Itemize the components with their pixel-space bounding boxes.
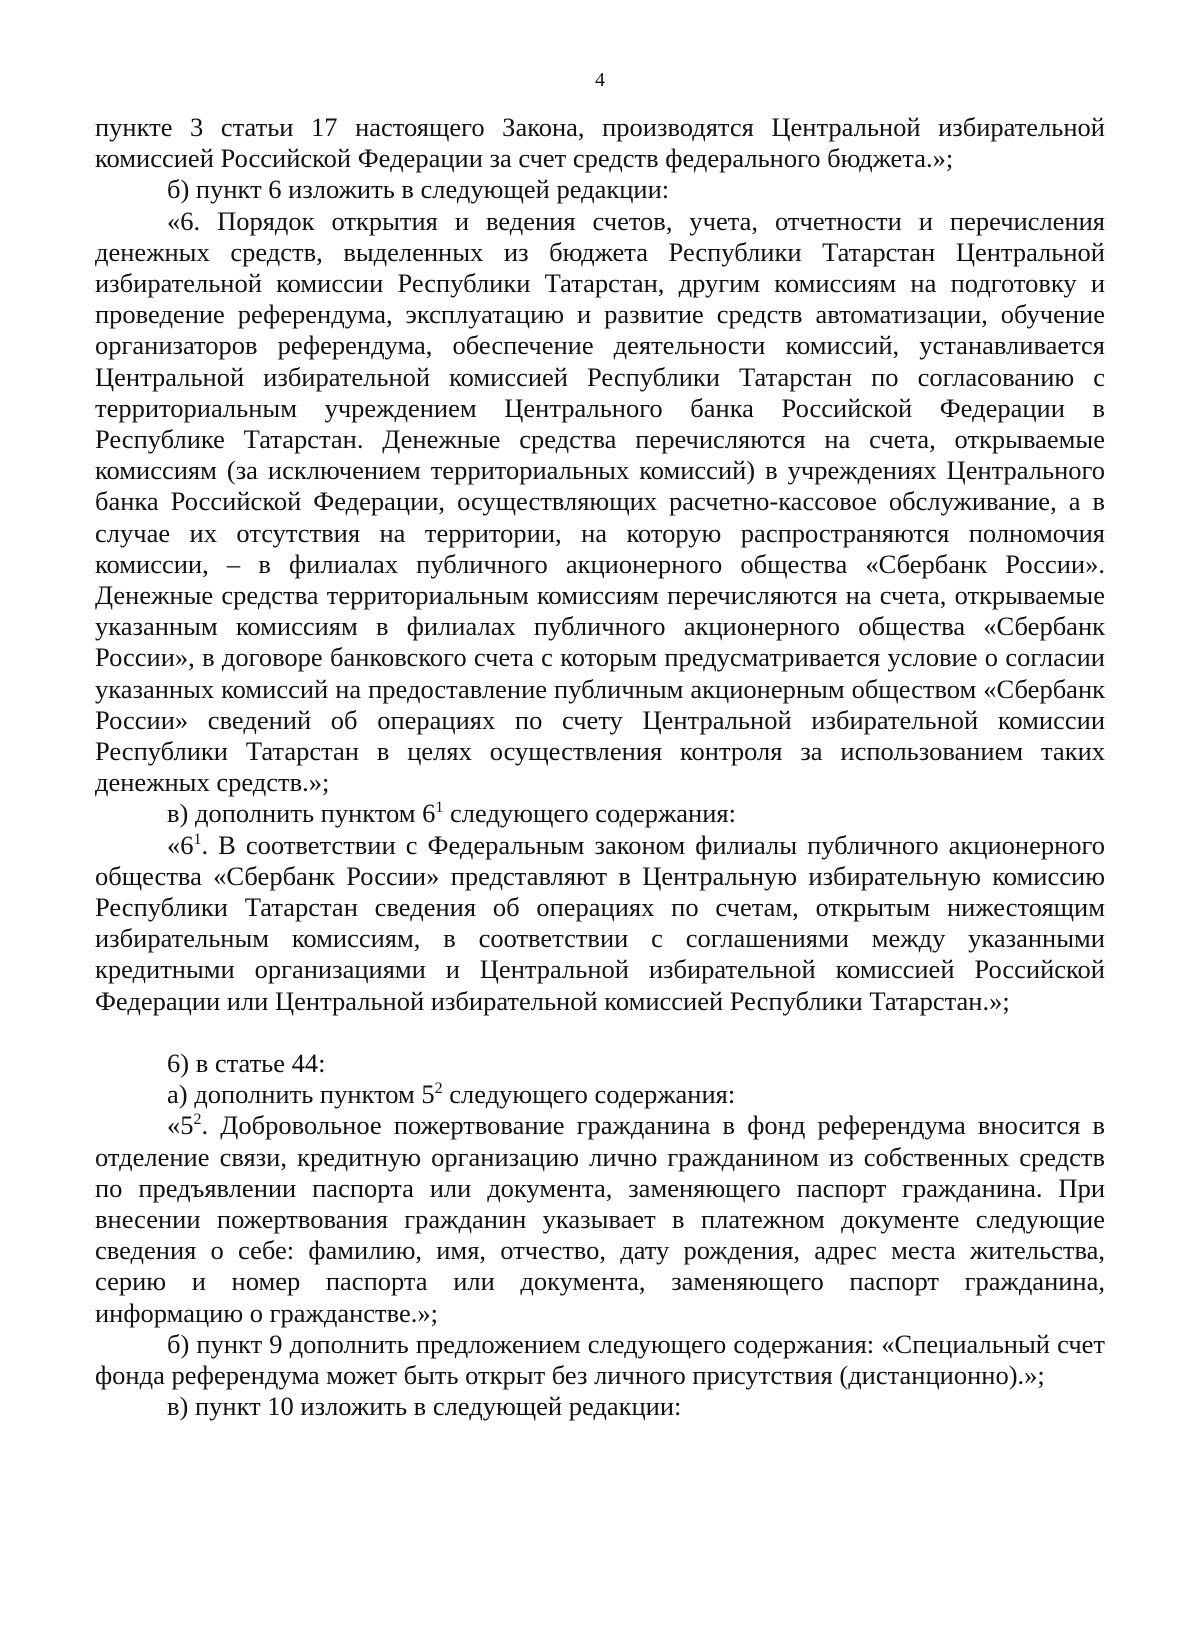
superscript: 2 [193, 1111, 202, 1129]
paragraph-item-v-point-6-1 [95, 798, 1105, 829]
paragraph-item-b-point-6: б) пункт 6 изложить в следующей редакции: [167, 174, 670, 205]
superscript: 2 [434, 1080, 443, 1098]
text-fragment: «5 [167, 1110, 194, 1141]
text-fragment: следующего содержания: [442, 1079, 736, 1110]
superscript: 1 [193, 830, 202, 848]
paragraph-item-b-point-9: б) пункт 9 дополнить предложением следующего содержания: «Специальный счет фонда референдума может быть открыт без личного присутствия (дистанционно).»; [95, 1328, 1105, 1390]
paragraph-item-a-point-5-2 [95, 1079, 1105, 1110]
document-body [95, 112, 1105, 1422]
text-fragment: следующего содержания: [443, 798, 736, 829]
superscript: 1 [435, 799, 444, 817]
paragraph-quote-point-5-2 [95, 1110, 1105, 1328]
text-fragment: . В соответствии с Федеральным законом филиалы публичного акционерного общества «Сбербанк России» представляют в Центральную избирательную комиссию Республики Татарстан сведения об операциях по счетам, открытым нижестоящим избирательным комиссиям, в соответствии с соглашениями между указанными кредитными организациями и Центральной избирательной комиссией Российской Федерации или Центральной избирательной комиссией Республики Татарстан.»; [95, 829, 1105, 1016]
text-fragment: . Добровольное пожертвование гражданина в фонд референдума вносится в отделение связи, кредитную организацию лично гражданином из собственных средств по предъявлении паспорта или документа, заменяющего паспорт гражданина. При внесении пожертвования гражданин указывает в платежном документе следующие сведения о себе: фамилию, имя, отчество, дату рождения, адрес места жительства, серию и номер паспорта или документа, заменяющего паспорт гражданина, информацию о гражданстве.»; [95, 1110, 1105, 1328]
paragraph-quote-point-6-1 [95, 830, 1105, 1017]
text-fragment: а) дополнить пунктом 5 [167, 1079, 435, 1110]
paragraph-item-v-point-10: в) пункт 10 изложить в следующей редакции: [167, 1391, 682, 1422]
paragraph-continuation: пункте 3 статьи 17 настоящего Закона, производятся Центральной избирательной комиссией Российской Федерации за счет средств федерального бюджета.»; [95, 112, 1105, 174]
text-fragment: в) дополнить пунктом 6 [167, 798, 436, 829]
paragraph-item-6-article-44: 6) в статье 44: [167, 1047, 326, 1078]
page-number: 4 [595, 69, 605, 91]
paragraph-quote-point-6: «6. Порядок открытия и ведения счетов, учета, отчетности и перечисления денежных средств, выделенных из бюджета Республики Татарстан Центральной избирательной комиссии Республики Татарстан, другим комиссиям на подготовку и проведение референдума, эксплуатацию и развитие средств автоматизации, обучение организаторов референдума, обеспечение деятельности комиссий, устанавливается Центральной избирательной комиссией Республики Татарстан по согласованию с территориальным учреждением Центрального банка Российской Федерации в Республике Татарстан. Денежные средства перечисляются на счета, открываемые комиссиям (за исключением территориальных комиссий) в учреждениях Центрального банка Российской Федерации, осуществляющих расчетно-кассовое обслуживание, а в случае их отсутствия на территории, на которую распространяются полномочия комиссии, – в филиалах публичного акционерного общества «Сбербанк России». Денежные средства территориальным комиссиям перечисляются на счета, открываемые указанным комиссиям в филиалах публичного акционерного общества «Сбербанк России», в договоре банковского счета с которым предусматривается условие о согласии указанных комиссий на предоставление публичным акционерным обществом «Сбербанк России» сведений об операциях по счету Центральной избирательной комиссии Республики Татарстан в целях осуществления контроля за использованием таких денежных средств.»; [95, 205, 1105, 798]
text-fragment: «6 [167, 829, 194, 860]
